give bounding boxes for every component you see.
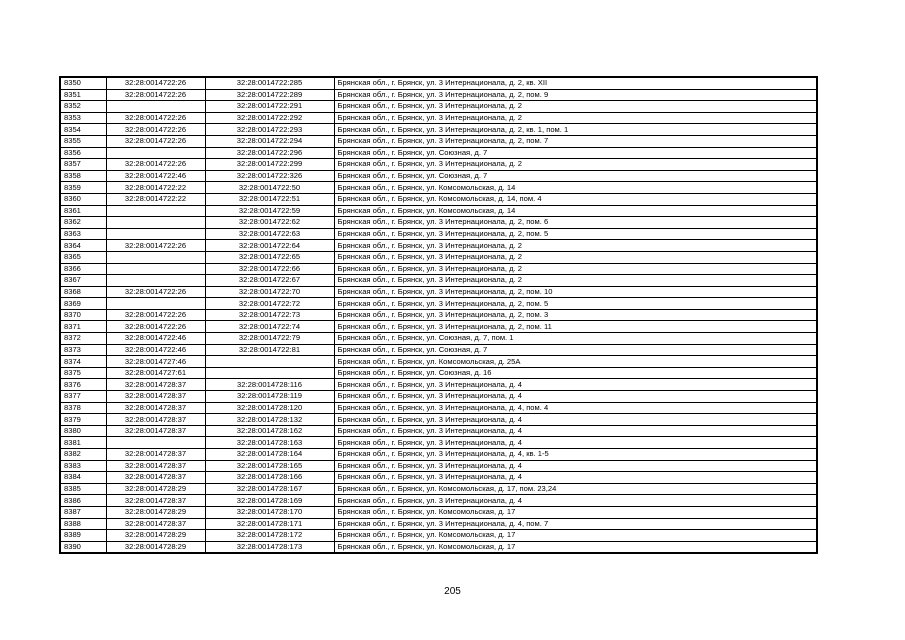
address-cell: Брянская обл., г. Брянск, ул. Союзная, д. 7 bbox=[334, 147, 817, 159]
table-row bbox=[60, 506, 817, 518]
cadastral-number-cell: 32:28:0014722:72 bbox=[205, 298, 334, 310]
table-row bbox=[60, 530, 817, 542]
row-number-cell: 8352 bbox=[60, 101, 106, 113]
table-row bbox=[60, 275, 817, 287]
row-number-cell: 8377 bbox=[60, 391, 106, 403]
row-number-cell: 8367 bbox=[60, 275, 106, 287]
address-cell: Брянская обл., г. Брянск, ул. Комсомольская, д. 17, пом. 23,24 bbox=[334, 483, 817, 495]
table-row bbox=[60, 286, 817, 298]
cadastral-block-cell: 32:28:0014722:26 bbox=[106, 124, 205, 136]
row-number-cell: 8389 bbox=[60, 530, 106, 542]
cadastral-block-cell: 32:28:0014722:22 bbox=[106, 182, 205, 194]
cadastral-number-cell bbox=[205, 367, 334, 379]
address-cell: Брянская обл., г. Брянск, ул. Комсомольская, д. 25А bbox=[334, 356, 817, 368]
cadastral-number-cell: 32:28:0014722:51 bbox=[205, 193, 334, 205]
cadastral-number-cell: 32:28:0014722:289 bbox=[205, 89, 334, 101]
table-row bbox=[60, 263, 817, 275]
address-cell: Брянская обл., г. Брянск, ул. 3 Интернационала, д. 2, пом. 5 bbox=[334, 298, 817, 310]
address-cell: Брянская обл., г. Брянск, ул. 3 Интернационала, д. 2 bbox=[334, 251, 817, 263]
registry-table-body bbox=[60, 77, 817, 553]
address-cell: Брянская обл., г. Брянск, ул. Комсомольская, д. 14 bbox=[334, 205, 817, 217]
row-number-cell: 8353 bbox=[60, 112, 106, 124]
cadastral-block-cell: 32:28:0014722:26 bbox=[106, 286, 205, 298]
address-cell: Брянская обл., г. Брянск, ул. Комсомольская, д. 14 bbox=[334, 182, 817, 194]
cadastral-block-cell: 32:28:0014722:22 bbox=[106, 193, 205, 205]
table-row bbox=[60, 205, 817, 217]
cadastral-block-cell bbox=[106, 275, 205, 287]
row-number-cell: 8376 bbox=[60, 379, 106, 391]
table-row bbox=[60, 449, 817, 461]
row-number-cell: 8370 bbox=[60, 309, 106, 321]
cadastral-block-cell: 32:28:0014722:26 bbox=[106, 321, 205, 333]
row-number-cell: 8373 bbox=[60, 344, 106, 356]
row-number-cell: 8354 bbox=[60, 124, 106, 136]
cadastral-number-cell: 32:28:0014722:291 bbox=[205, 101, 334, 113]
cadastral-block-cell: 32:28:0014722:26 bbox=[106, 240, 205, 252]
cadastral-block-cell bbox=[106, 263, 205, 275]
address-cell: Брянская обл., г. Брянск, ул. Комсомольская, д. 17 bbox=[334, 541, 817, 553]
cadastral-block-cell: 32:28:0014728:29 bbox=[106, 483, 205, 495]
address-cell: Брянская обл., г. Брянск, ул. 3 Интернационала, д. 2, пом. 11 bbox=[334, 321, 817, 333]
table-row bbox=[60, 217, 817, 229]
cadastral-block-cell: 32:28:0014728:37 bbox=[106, 518, 205, 530]
table-row bbox=[60, 518, 817, 530]
address-cell: Брянская обл., г. Брянск, ул. 3 Интернационала, д. 2 bbox=[334, 101, 817, 113]
table-row bbox=[60, 112, 817, 124]
address-cell: Брянская обл., г. Брянск, ул. 3 Интернационала, д. 2, пом. 6 bbox=[334, 217, 817, 229]
address-cell: Брянская обл., г. Брянск, ул. 3 Интернационала, д. 4, пом. 7 bbox=[334, 518, 817, 530]
row-number-cell: 8385 bbox=[60, 483, 106, 495]
table-row bbox=[60, 344, 817, 356]
cadastral-number-cell: 32:28:0014722:79 bbox=[205, 333, 334, 345]
table-row bbox=[60, 182, 817, 194]
cadastral-number-cell: 32:28:0014728:132 bbox=[205, 414, 334, 426]
cadastral-number-cell: 32:28:0014722:63 bbox=[205, 228, 334, 240]
row-number-cell: 8388 bbox=[60, 518, 106, 530]
table-row bbox=[60, 541, 817, 553]
row-number-cell: 8366 bbox=[60, 263, 106, 275]
row-number-cell: 8351 bbox=[60, 89, 106, 101]
table-row bbox=[60, 379, 817, 391]
table-row bbox=[60, 101, 817, 113]
cadastral-block-cell bbox=[106, 228, 205, 240]
row-number-cell: 8386 bbox=[60, 495, 106, 507]
address-cell: Брянская обл., г. Брянск, ул. 3 Интернационала, д. 2, кв. 1, пом. 1 bbox=[334, 124, 817, 136]
cadastral-block-cell: 32:28:0014722:26 bbox=[106, 112, 205, 124]
cadastral-block-cell: 32:28:0014727:61 bbox=[106, 367, 205, 379]
table-row bbox=[60, 309, 817, 321]
cadastral-block-cell: 32:28:0014728:37 bbox=[106, 425, 205, 437]
address-cell: Брянская обл., г. Брянск, ул. 3 Интернационала, д. 4 bbox=[334, 437, 817, 449]
address-cell: Брянская обл., г. Брянск, ул. 3 Интернационала, д. 4, кв. 1-5 bbox=[334, 449, 817, 461]
cadastral-number-cell: 32:28:0014728:116 bbox=[205, 379, 334, 391]
table-row bbox=[60, 356, 817, 368]
table-row bbox=[60, 321, 817, 333]
address-cell: Брянская обл., г. Брянск, ул. 3 Интернационала, д. 2 bbox=[334, 240, 817, 252]
cadastral-block-cell: 32:28:0014728:29 bbox=[106, 530, 205, 542]
cadastral-block-cell: 32:28:0014728:37 bbox=[106, 391, 205, 403]
cadastral-number-cell: 32:28:0014722:50 bbox=[205, 182, 334, 194]
row-number-cell: 8382 bbox=[60, 449, 106, 461]
table-row bbox=[60, 251, 817, 263]
cadastral-number-cell: 32:28:0014728:120 bbox=[205, 402, 334, 414]
cadastral-number-cell: 32:28:0014722:326 bbox=[205, 170, 334, 182]
cadastral-number-cell: 32:28:0014728:172 bbox=[205, 530, 334, 542]
cadastral-number-cell: 32:28:0014722:65 bbox=[205, 251, 334, 263]
table-row bbox=[60, 495, 817, 507]
row-number-cell: 8365 bbox=[60, 251, 106, 263]
cadastral-number-cell: 32:28:0014722:74 bbox=[205, 321, 334, 333]
cadastral-block-cell bbox=[106, 205, 205, 217]
cadastral-block-cell: 32:28:0014722:46 bbox=[106, 344, 205, 356]
cadastral-block-cell: 32:28:0014722:26 bbox=[106, 309, 205, 321]
address-cell: Брянская обл., г. Брянск, ул. 3 Интернационала, д. 4 bbox=[334, 379, 817, 391]
table-row bbox=[60, 472, 817, 484]
cadastral-number-cell bbox=[205, 356, 334, 368]
address-cell: Брянская обл., г. Брянск, ул. 3 Интернационала, д. 2, кв. XII bbox=[334, 77, 817, 89]
cadastral-block-cell bbox=[106, 101, 205, 113]
cadastral-number-cell: 32:28:0014728:173 bbox=[205, 541, 334, 553]
table-row bbox=[60, 483, 817, 495]
cadastral-block-cell: 32:28:0014722:46 bbox=[106, 170, 205, 182]
cadastral-block-cell: 32:28:0014728:37 bbox=[106, 379, 205, 391]
table-row bbox=[60, 425, 817, 437]
cadastral-block-cell bbox=[106, 147, 205, 159]
table-row bbox=[60, 460, 817, 472]
address-cell: Брянская обл., г. Брянск, ул. Союзная, д. 7 bbox=[334, 344, 817, 356]
row-number-cell: 8369 bbox=[60, 298, 106, 310]
address-cell: Брянская обл., г. Брянск, ул. 3 Интернационала, д. 4 bbox=[334, 425, 817, 437]
cadastral-number-cell: 32:28:0014722:285 bbox=[205, 77, 334, 89]
cadastral-block-cell: 32:28:0014722:26 bbox=[106, 77, 205, 89]
address-cell: Брянская обл., г. Брянск, ул. Комсомольская, д. 14, пом. 4 bbox=[334, 193, 817, 205]
address-cell: Брянская обл., г. Брянск, ул. 3 Интернационала, д. 2, пом. 10 bbox=[334, 286, 817, 298]
table-row bbox=[60, 147, 817, 159]
cadastral-number-cell: 32:28:0014722:70 bbox=[205, 286, 334, 298]
address-cell: Брянская обл., г. Брянск, ул. 3 Интернационала, д. 4 bbox=[334, 495, 817, 507]
address-cell: Брянская обл., г. Брянск, ул. 3 Интернационала, д. 4 bbox=[334, 460, 817, 472]
address-cell: Брянская обл., г. Брянск, ул. 3 Интернационала, д. 2 bbox=[334, 159, 817, 171]
cadastral-number-cell: 32:28:0014722:292 bbox=[205, 112, 334, 124]
cadastral-block-cell: 32:28:0014728:37 bbox=[106, 402, 205, 414]
cadastral-number-cell: 32:28:0014728:171 bbox=[205, 518, 334, 530]
row-number-cell: 8374 bbox=[60, 356, 106, 368]
table-row bbox=[60, 391, 817, 403]
address-cell: Брянская обл., г. Брянск, ул. 3 Интернационала, д. 2 bbox=[334, 275, 817, 287]
cadastral-block-cell: 32:28:0014722:26 bbox=[106, 159, 205, 171]
table-row bbox=[60, 170, 817, 182]
cadastral-block-cell: 32:28:0014722:46 bbox=[106, 333, 205, 345]
registry-table bbox=[59, 76, 818, 554]
address-cell: Брянская обл., г. Брянск, ул. 3 Интернационала, д. 2, пом. 5 bbox=[334, 228, 817, 240]
cadastral-block-cell bbox=[106, 298, 205, 310]
cadastral-number-cell: 32:28:0014728:163 bbox=[205, 437, 334, 449]
cadastral-number-cell: 32:28:0014728:164 bbox=[205, 449, 334, 461]
row-number-cell: 8364 bbox=[60, 240, 106, 252]
row-number-cell: 8381 bbox=[60, 437, 106, 449]
table-row bbox=[60, 333, 817, 345]
cadastral-block-cell: 32:28:0014728:37 bbox=[106, 460, 205, 472]
cadastral-number-cell: 32:28:0014722:67 bbox=[205, 275, 334, 287]
cadastral-number-cell: 32:28:0014728:119 bbox=[205, 391, 334, 403]
table-row bbox=[60, 135, 817, 147]
cadastral-number-cell: 32:28:0014722:62 bbox=[205, 217, 334, 229]
cadastral-block-cell: 32:28:0014728:37 bbox=[106, 495, 205, 507]
cadastral-number-cell: 32:28:0014722:299 bbox=[205, 159, 334, 171]
table-row bbox=[60, 414, 817, 426]
cadastral-block-cell bbox=[106, 217, 205, 229]
address-cell: Брянская обл., г. Брянск, ул. 3 Интернационала, д. 2 bbox=[334, 263, 817, 275]
cadastral-block-cell: 32:28:0014728:29 bbox=[106, 506, 205, 518]
row-number-cell: 8368 bbox=[60, 286, 106, 298]
address-cell: Брянская обл., г. Брянск, ул. Союзная, д. 16 bbox=[334, 367, 817, 379]
cadastral-block-cell bbox=[106, 251, 205, 263]
row-number-cell: 8390 bbox=[60, 541, 106, 553]
row-number-cell: 8384 bbox=[60, 472, 106, 484]
row-number-cell: 8357 bbox=[60, 159, 106, 171]
row-number-cell: 8387 bbox=[60, 506, 106, 518]
row-number-cell: 8379 bbox=[60, 414, 106, 426]
cadastral-number-cell: 32:28:0014722:64 bbox=[205, 240, 334, 252]
table-row bbox=[60, 437, 817, 449]
address-cell: Брянская обл., г. Брянск, ул. Союзная, д. 7 bbox=[334, 170, 817, 182]
address-cell: Брянская обл., г. Брянск, ул. 3 Интернационала, д. 2, пом. 7 bbox=[334, 135, 817, 147]
row-number-cell: 8375 bbox=[60, 367, 106, 379]
row-number-cell: 8358 bbox=[60, 170, 106, 182]
table-row bbox=[60, 402, 817, 414]
row-number-cell: 8380 bbox=[60, 425, 106, 437]
cadastral-number-cell: 32:28:0014728:162 bbox=[205, 425, 334, 437]
cadastral-block-cell bbox=[106, 437, 205, 449]
cadastral-block-cell: 32:28:0014728:29 bbox=[106, 541, 205, 553]
cadastral-block-cell: 32:28:0014728:37 bbox=[106, 472, 205, 484]
table-row bbox=[60, 228, 817, 240]
cadastral-number-cell: 32:28:0014722:59 bbox=[205, 205, 334, 217]
row-number-cell: 8383 bbox=[60, 460, 106, 472]
address-cell: Брянская обл., г. Брянск, ул. Союзная, д. 7, пом. 1 bbox=[334, 333, 817, 345]
row-number-cell: 8362 bbox=[60, 217, 106, 229]
table-row bbox=[60, 89, 817, 101]
page-number: 205 bbox=[444, 586, 461, 597]
table-row bbox=[60, 240, 817, 252]
cadastral-number-cell: 32:28:0014728:167 bbox=[205, 483, 334, 495]
cadastral-number-cell: 32:28:0014722:66 bbox=[205, 263, 334, 275]
row-number-cell: 8363 bbox=[60, 228, 106, 240]
table-row bbox=[60, 367, 817, 379]
cadastral-block-cell: 32:28:0014728:37 bbox=[106, 414, 205, 426]
cadastral-number-cell: 32:28:0014728:170 bbox=[205, 506, 334, 518]
table-row bbox=[60, 124, 817, 136]
row-number-cell: 8356 bbox=[60, 147, 106, 159]
row-number-cell: 8361 bbox=[60, 205, 106, 217]
cadastral-number-cell: 32:28:0014722:293 bbox=[205, 124, 334, 136]
address-cell: Брянская обл., г. Брянск, ул. 3 Интернационала, д. 2 bbox=[334, 112, 817, 124]
row-number-cell: 8372 bbox=[60, 333, 106, 345]
cadastral-number-cell: 32:28:0014728:166 bbox=[205, 472, 334, 484]
address-cell: Брянская обл., г. Брянск, ул. Комсомольская, д. 17 bbox=[334, 530, 817, 542]
address-cell: Брянская обл., г. Брянск, ул. 3 Интернационала, д. 2, пом. 3 bbox=[334, 309, 817, 321]
table-row bbox=[60, 77, 817, 89]
cadastral-number-cell: 32:28:0014722:296 bbox=[205, 147, 334, 159]
cadastral-block-cell: 32:28:0014722:26 bbox=[106, 89, 205, 101]
address-cell: Брянская обл., г. Брянск, ул. 3 Интернационала, д. 4 bbox=[334, 391, 817, 403]
address-cell: Брянская обл., г. Брянск, ул. 3 Интернационала, д. 4 bbox=[334, 472, 817, 484]
cadastral-number-cell: 32:28:0014722:73 bbox=[205, 309, 334, 321]
table-row bbox=[60, 159, 817, 171]
table-row bbox=[60, 193, 817, 205]
cadastral-number-cell: 32:28:0014722:81 bbox=[205, 344, 334, 356]
cadastral-block-cell: 32:28:0014727:46 bbox=[106, 356, 205, 368]
cadastral-block-cell: 32:28:0014722:26 bbox=[106, 135, 205, 147]
table-row bbox=[60, 298, 817, 310]
address-cell: Брянская обл., г. Брянск, ул. 3 Интернационала, д. 4, пом. 4 bbox=[334, 402, 817, 414]
cadastral-number-cell: 32:28:0014728:165 bbox=[205, 460, 334, 472]
cadastral-number-cell: 32:28:0014722:294 bbox=[205, 135, 334, 147]
cadastral-number-cell: 32:28:0014728:169 bbox=[205, 495, 334, 507]
address-cell: Брянская обл., г. Брянск, ул. 3 Интернационала, д. 2, пом. 9 bbox=[334, 89, 817, 101]
row-number-cell: 8378 bbox=[60, 402, 106, 414]
cadastral-block-cell: 32:28:0014728:37 bbox=[106, 449, 205, 461]
row-number-cell: 8371 bbox=[60, 321, 106, 333]
row-number-cell: 8360 bbox=[60, 193, 106, 205]
address-cell: Брянская обл., г. Брянск, ул. Комсомольская, д. 17 bbox=[334, 506, 817, 518]
row-number-cell: 8350 bbox=[60, 77, 106, 89]
row-number-cell: 8359 bbox=[60, 182, 106, 194]
address-cell: Брянская обл., г. Брянск, ул. 3 Интернационала, д. 4 bbox=[334, 414, 817, 426]
row-number-cell: 8355 bbox=[60, 135, 106, 147]
